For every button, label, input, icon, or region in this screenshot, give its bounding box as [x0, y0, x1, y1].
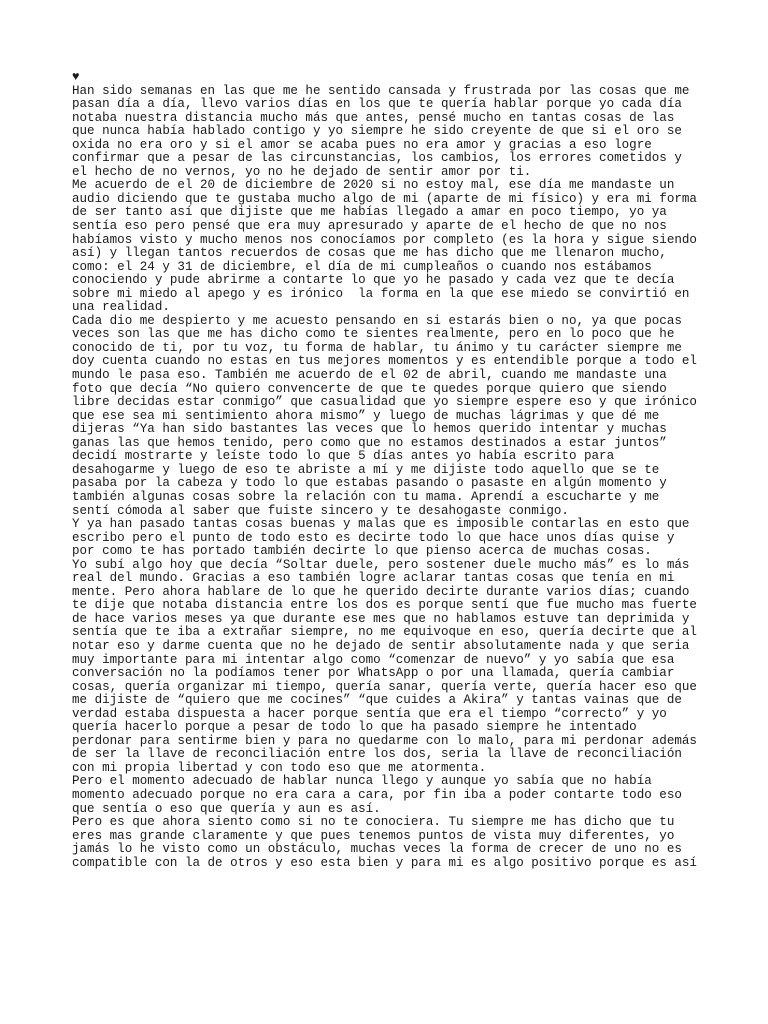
- text-line: sentí cómoda al saber que fuiste sincero y te desahogaste conmigo.: [72, 503, 569, 518]
- text-line: sentía que te iba a extrañar siempre, no me equivoque en eso, quería decirte que al: [72, 625, 697, 640]
- text-line: Y ya han pasado tantas cosas buenas y malas que es imposible contarlas en esto que: [72, 517, 690, 532]
- text-line: como: el 24 y 31 de diciembre, el día de mi cumpleaños o cuando nos estábamos: [72, 259, 652, 274]
- text-line: libre decidas estar conmigo” que casualidad que yo siempre espere eso y que irónico: [72, 395, 697, 410]
- text-line: real del mundo. Gracias a eso también logre aclarar tantas cosas que tenía en mi: [72, 571, 675, 586]
- text-line: sentía eso pero pensé que era muy apresurado y aparte de el hecho de que no nos: [72, 219, 667, 234]
- text-line: Han sido semanas en las que me he sentido cansada y frustrada por las cosas que me: [72, 83, 690, 98]
- text-line: Me acuerdo de el 20 de diciembre de 2020 si no estoy mal, ese día me mandaste un: [72, 178, 675, 193]
- text-line: te dije que notaba distancia entre los dos es porque sentí que fue mucho mas fuerte: [72, 598, 697, 613]
- text-line: sobre mi miedo al apego y es irónico la forma en la que ese miedo se convirtió en: [72, 286, 690, 301]
- text-line: momento adecuado porque no era cara a cara, por fin iba a poder contarte todo eso: [72, 787, 682, 802]
- text-line: de ser la llave de reconciliación entre los dos, seria la llave de reconciliación: [72, 747, 682, 762]
- paragraph: [72, 179, 698, 314]
- text-line: mundo le pasa eso. También me acuerdo de el 02 de abril, cuando me mandaste una: [72, 368, 667, 383]
- text-line: Pero el momento adecuado de hablar nunca llego y aunque yo sabía que no había: [72, 774, 652, 789]
- text-line: dijeras “Ya han sido bastantes las veces que lo hemos querido intentar y muchas: [72, 422, 667, 437]
- text-line: también algunas cosas sobre la relación con tu mama. Aprendí a escucharte y me: [72, 489, 660, 504]
- text-line: pasaba por la cabeza y todo lo que estabas pasando o pasaste en algún momento y: [72, 476, 667, 491]
- text-line: veces son las que me has dicho como te sientes realmente, pero en lo poco que he: [72, 327, 675, 342]
- paragraph-container: [72, 85, 698, 871]
- text-line: el hecho de no vernos, yo no he dejado de sentir amor por ti.: [72, 164, 532, 179]
- text-line: desahogarme y luego de eso te abriste a mí y me dijiste todo aquello que se te: [72, 462, 660, 477]
- text-line: con mi propia libertad y con todo eso que me atormenta.: [72, 760, 487, 775]
- text-line: quería hacerlo porque a pesar de todo lo que ha pasado siempre he intentado: [72, 720, 637, 735]
- paragraph: [72, 559, 698, 776]
- text-line: de hace varios meses ya que durante ese mes que no hablamos estuve tan deprimida y: [72, 611, 690, 626]
- document-body: [72, 71, 698, 870]
- text-line: que sentía o eso que quería y aun es así.: [72, 801, 381, 816]
- text-line: mente. Pero ahora hablare de lo que he querido decirte durante varios días; cuando: [72, 584, 690, 599]
- paragraph: [72, 315, 698, 518]
- text-line: verdad estaba dispuesta a hacer porque sentía que era el tiempo “correcto” y yo: [72, 706, 667, 721]
- text-line: eres mas grande claramente y que pues tenemos puntos de vista muy diferentes, yo: [72, 828, 675, 843]
- text-line: habíamos visto y mucho menos nos conocíamos por completo (es la hora y sigue siendo: [72, 232, 697, 247]
- paragraph: [72, 518, 698, 559]
- paragraph: [72, 816, 698, 870]
- text-line: audio diciendo que te gustaba mucho algo de mi (aparte de mi físico) y era mi forma: [72, 191, 697, 206]
- text-line: oxida no era oro y si el amor se acaba pues no era amor y gracias a eso logre: [72, 137, 652, 152]
- text-line: me dijiste de “quiero que me cocines” “que cuides a Akira” y tantas vainas que de: [72, 693, 682, 708]
- text-line: decidí mostrarte y leíste todo lo que 5 días antes yo había escrito para: [72, 449, 615, 464]
- text-line: una realidad.: [72, 300, 170, 315]
- text-line: Pero es que ahora siento como si no te conociera. Tu siempre me has dicho que tu: [72, 815, 675, 830]
- text-line: que ese sea mi sentimiento ahora mismo” y luego de muchas lágrimas y que dé me: [72, 408, 660, 423]
- text-line: conversación no la podíamos tener por WhatsApp o por una llamada, quería cambiar: [72, 666, 675, 681]
- text-line: ganas las que hemos tenido, pero como que no estamos destinados a estar juntos”: [72, 435, 667, 450]
- text-line: Cada dio me despierto y me acuesto pensando en si estarás bien o no, ya que pocas: [72, 313, 682, 328]
- paragraph: [72, 85, 698, 180]
- text-line: muy importante para mi intentar algo como “comenzar de nuevo” y yo sabía que esa: [72, 652, 675, 667]
- text-line: jamás lo he visto como un obstáculo, muchas veces la forma de crecer de uno no es: [72, 842, 682, 857]
- text-line: compatible con la de otros y eso esta bien y para mi es algo positivo porque es así: [72, 855, 697, 870]
- text-line: notaba nuestra distancia mucho más que antes, pensé mucho en tantas cosas de las: [72, 110, 675, 125]
- text-line: pasan día a día, llevo varios días en los que te quería hablar porque yo cada día: [72, 97, 682, 112]
- text-line: Yo subí algo hoy que decía “Soltar duele, pero sostener duele mucho más” es lo más: [72, 557, 690, 572]
- text-line: foto que decía “No quiero convencerte de que te quedes porque quiero que siendo: [72, 381, 667, 396]
- text-line: confirmar que a pesar de las circunstancias, los cambios, los errores cometidos y: [72, 151, 682, 166]
- text-line: así) y llegan tantos recuerdos de cosas que me has dicho que me llenaron mucho,: [72, 246, 667, 261]
- text-line: por como te has portado también decirte lo que pienso acerca de muchas cosas.: [72, 544, 652, 559]
- text-line: escribo pero el punto de todo esto es decirte todo lo que hace unos días quise y: [72, 530, 675, 545]
- text-line: conocido de ti, por tu voz, tu forma de hablar, tu ánimo y tu carácter siempre me: [72, 340, 682, 355]
- text-line: cosas, quería organizar mi tiempo, quería sanar, quería verte, quería hacer eso que: [72, 679, 697, 694]
- text-line: conociendo y pude abrirme a contarte lo que yo he pasado y cada vez que te decía: [72, 273, 675, 288]
- heart-icon: ♥: [72, 70, 80, 84]
- paragraph: [72, 775, 698, 816]
- text-line: de ser tanto así que dijiste que me habías llegado a amar en poco tiempo, yo ya: [72, 205, 667, 220]
- text-line: doy cuenta cuando no estas en tus mejores momentos y es entendible porque a todo el: [72, 354, 697, 369]
- text-line: perdonar para sentirme bien y para no quedarme con lo malo, para mi perdonar además: [72, 733, 697, 748]
- text-line: notar eso y darme cuenta que no he dejado de sentir absolutamente nada y que seria: [72, 638, 690, 653]
- text-line: que nunca había hablado contigo y yo siempre he sido creyente de que si el oro se: [72, 124, 682, 139]
